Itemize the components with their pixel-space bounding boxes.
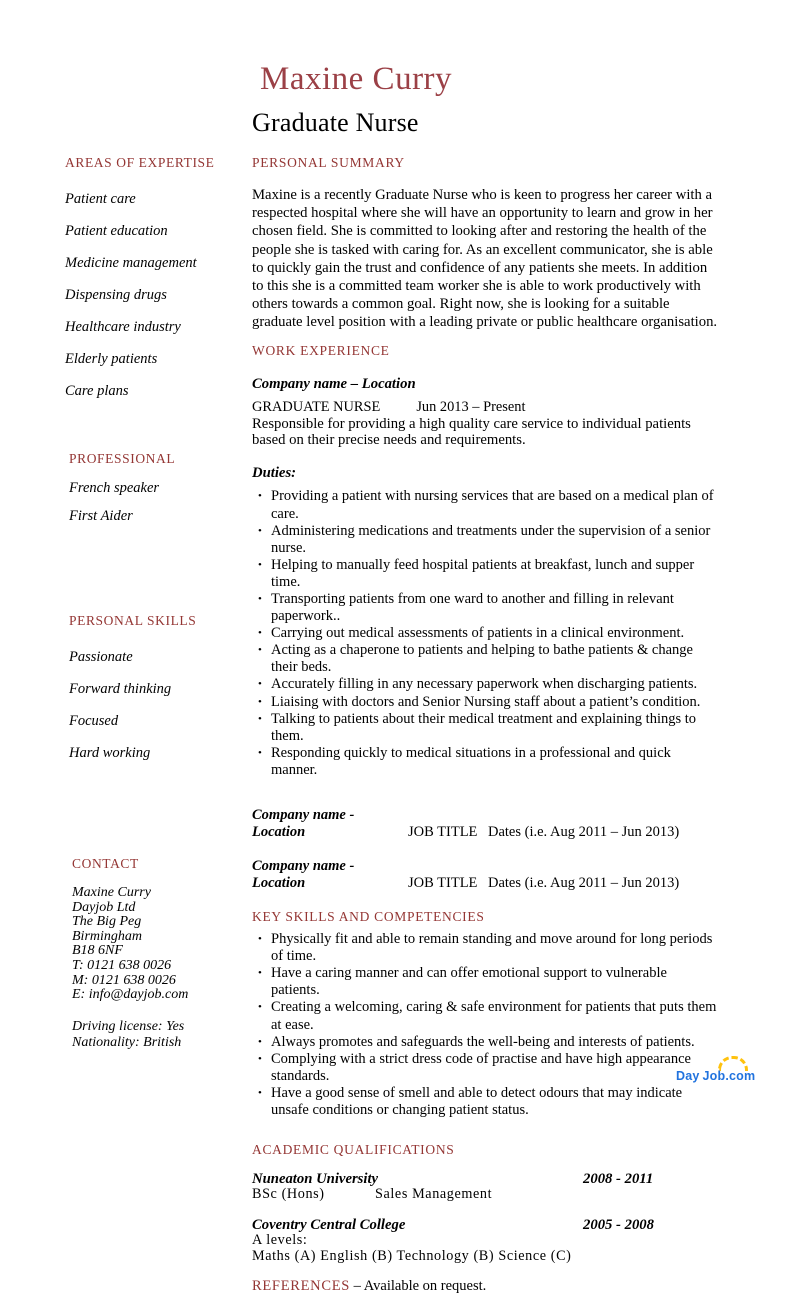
contact-address-line: Maxine Curry (72, 885, 151, 900)
references-heading: REFERENCES (252, 1278, 351, 1295)
professional-item: French speaker (69, 480, 160, 496)
academic-qualifications-heading: ACADEMIC QUALIFICATIONS (252, 1142, 455, 1158)
duty-item (252, 625, 718, 642)
expertise-item: Patient care (65, 191, 136, 207)
previous-job-dates: Dates (i.e. Aug 2011 – Jun 2013) (488, 875, 680, 892)
education-entry (252, 1171, 718, 1203)
areas-of-expertise-heading: AREAS OF EXPERTISE (65, 155, 215, 170)
duty-text: Providing a patient with nursing services that are based on a medical plan of care. (271, 488, 714, 522)
duty-item (252, 642, 718, 676)
sidebar-section-personal-skills (69, 612, 257, 776)
contact-address-line: E: info@dayjob.com (72, 987, 189, 1003)
duty-text: Transporting patients from one ward to another and filling in relevant paperwork.. (271, 591, 674, 625)
key-skill-text: Creating a welcoming, caring & safe environment for patients that puts them at ease. (271, 999, 717, 1033)
expertise-item: Dispensing drugs (65, 287, 167, 303)
contact-address (72, 886, 260, 1003)
personal-skill-item: Focused (69, 713, 119, 729)
previous-company: Company name - Location (252, 807, 355, 841)
areas-of-expertise-list (65, 190, 253, 401)
bullet-icon: • (258, 644, 262, 657)
logo-day: Day (676, 1069, 700, 1083)
bullet-icon: • (258, 695, 262, 708)
personal-skill-item: Hard working (69, 745, 151, 761)
duty-text: Accurately filling in any necessary paperwork when discharging patients. (271, 676, 698, 693)
work-experience-heading: WORK EXPERIENCE (252, 342, 390, 358)
contact-address-line: Birmingham (72, 928, 142, 944)
contact-address-line: B18 6NF (72, 943, 123, 959)
bullet-icon: • (258, 746, 262, 759)
bullet-icon: • (258, 627, 262, 640)
logo-com: .com (725, 1069, 756, 1083)
degree-name: BSc (Hons) (252, 1186, 325, 1203)
bullet-icon: • (258, 712, 262, 725)
duty-text: Talking to patients about their medical treatment and explaining things to them. (271, 710, 697, 744)
institution-name: Coventry Central College (252, 1216, 406, 1233)
references-text: – Available on request. (353, 1278, 487, 1295)
bullet-icon: • (258, 1086, 262, 1099)
previous-job-title: JOB TITLE (408, 824, 478, 841)
duty-item (252, 488, 718, 522)
expertise-item: Healthcare industry (65, 319, 181, 335)
education-entry (252, 1217, 718, 1265)
duty-text: Administering medications and treatments under the supervision of a senior nurse. (271, 522, 711, 556)
key-skill-item (252, 1034, 718, 1051)
expertise-item: Care plans (65, 383, 129, 399)
main-content (252, 0, 718, 1295)
key-skill-item (252, 1051, 718, 1085)
bullet-icon: • (258, 490, 262, 503)
alevels-label: A levels: (252, 1231, 308, 1248)
key-skill-item (252, 931, 718, 965)
contact-address-line: M: 0121 638 0026 (72, 972, 176, 988)
dayjob-logo (676, 1056, 771, 1092)
candidate-role: Graduate Nurse (252, 108, 419, 137)
duty-text: Liaising with doctors and Senior Nursing staff about a patient’s condition. (271, 693, 701, 710)
duty-item (252, 591, 718, 625)
key-skills-heading: KEY SKILLS AND COMPETENCIES (252, 909, 485, 925)
current-company: Company name – Location (252, 375, 416, 392)
contact-detail-line: Driving license: Yes (72, 1018, 185, 1034)
duty-item (252, 694, 718, 711)
key-skill-text: Have a caring manner and can offer emotional support to vulnerable patients. (271, 965, 667, 999)
current-job-line (252, 399, 718, 416)
personal-summary-heading: PERSONAL SUMMARY (252, 155, 405, 170)
personal-skills-list (69, 648, 257, 763)
expertise-item: Elderly patients (65, 351, 158, 367)
expertise-item: Patient education (65, 223, 168, 239)
key-skill-text: Complying with a strict dress code of practise and have high appearance standards. (271, 1050, 691, 1084)
duty-text: Responding quickly to medical situations in a professional and quick manner. (271, 744, 671, 778)
previous-job-row (252, 858, 718, 892)
logo-job: Job (702, 1069, 726, 1083)
duty-item (252, 676, 718, 693)
personal-skill-item: Forward thinking (69, 681, 172, 697)
education-dates: 2005 - 2008 (583, 1216, 654, 1233)
references-line (252, 1278, 718, 1295)
contact-heading: CONTACT (72, 856, 139, 871)
duty-item (252, 557, 718, 591)
degree-subject: Sales Management (375, 1186, 493, 1203)
professional-item: First Aider (69, 508, 133, 524)
contact-address-line: Dayjob Ltd (72, 899, 136, 915)
bullet-icon: • (258, 1001, 262, 1014)
expertise-item: Medicine management (65, 255, 197, 271)
duties-label: Duties: (252, 465, 297, 482)
previous-job-dates: Dates (i.e. Aug 2011 – Jun 2013) (488, 824, 680, 841)
current-job-title: GRADUATE NURSE (252, 398, 381, 415)
key-skill-text: Always promotes and safeguards the well-being and interests of patients. (271, 1033, 695, 1050)
education-dates: 2008 - 2011 (583, 1171, 654, 1188)
key-skill-item (252, 999, 718, 1033)
personal-skills-heading: PERSONAL SKILLS (69, 613, 197, 628)
sidebar-section-contact (72, 855, 260, 1051)
bullet-icon: • (258, 933, 262, 946)
sidebar-section-professional (69, 450, 257, 535)
duty-text: Acting as a chaperone to patients and helping to bathe patients & change their beds. (271, 642, 693, 676)
alevels-grades: Maths (A) English (B) Technology (B) Science (C) (252, 1247, 572, 1264)
bullet-icon: • (258, 967, 262, 980)
contact-details (72, 1019, 260, 1051)
bullet-icon: • (258, 558, 262, 571)
contact-address-line: T: 0121 638 0026 (72, 957, 172, 973)
key-skill-text: Physically fit and able to remain standing and move around for long periods of time. (271, 931, 713, 965)
key-skill-text: Have a good sense of smell and able to detect odours that may indicate unsafe conditions or changing patient status. (271, 1084, 683, 1118)
duty-item (252, 711, 718, 745)
candidate-name: Maxine Curry (260, 61, 453, 97)
contact-address-line: The Big Peg (72, 914, 142, 930)
bullet-icon: • (258, 593, 262, 605)
professional-list (69, 479, 257, 526)
key-skill-item (252, 965, 718, 999)
duty-item (252, 745, 718, 779)
bullet-icon: • (258, 524, 262, 537)
duty-text: Helping to manually feed hospital patients at breakfast, lunch and supper time. (271, 556, 695, 590)
duty-text: Carrying out medical assessments of patients in a clinical environment. (271, 625, 685, 642)
bullet-icon: • (258, 678, 262, 691)
previous-company: Company name - Location (252, 858, 355, 892)
contact-detail-line: Nationality: British (72, 1034, 182, 1050)
previous-job-row (252, 807, 718, 841)
personal-summary-text: Maxine is a recently Graduate Nurse who is keen to progress her career with a respected hospital where she will have an opportunity to learn and grow in her chosen field. She is committed to looking after and restoring the health of the people she is tasked with caring for. As an excellent communicator, she is able to quickly gain the trust and confidence of any patients she meets. In addition to this she is a committed team worker she is able to work productively with others towards a common goal. Right now, she is looking for a suitable graduate level position with a leading private or public healthcare organisation. (252, 187, 718, 331)
duties-list (252, 488, 718, 779)
current-job-description: Responsible for providing a high quality care service to individual patients based on their precise needs and requirements. (252, 415, 691, 449)
duty-item (252, 523, 718, 557)
personal-skill-item: Passionate (69, 649, 133, 665)
professional-heading: PROFESSIONAL (69, 451, 176, 466)
current-job-dates: Jun 2013 – Present (416, 398, 526, 415)
bullet-icon: • (258, 1052, 262, 1065)
key-skill-item (252, 1085, 718, 1119)
bullet-icon: • (258, 1035, 262, 1048)
previous-job-title: JOB TITLE (408, 875, 478, 892)
institution-name: Nuneaton University (252, 1171, 379, 1188)
dayjob-logo-text (676, 1069, 755, 1083)
sidebar-section-areas-of-expertise (65, 154, 253, 414)
key-skills-list (252, 931, 718, 1119)
